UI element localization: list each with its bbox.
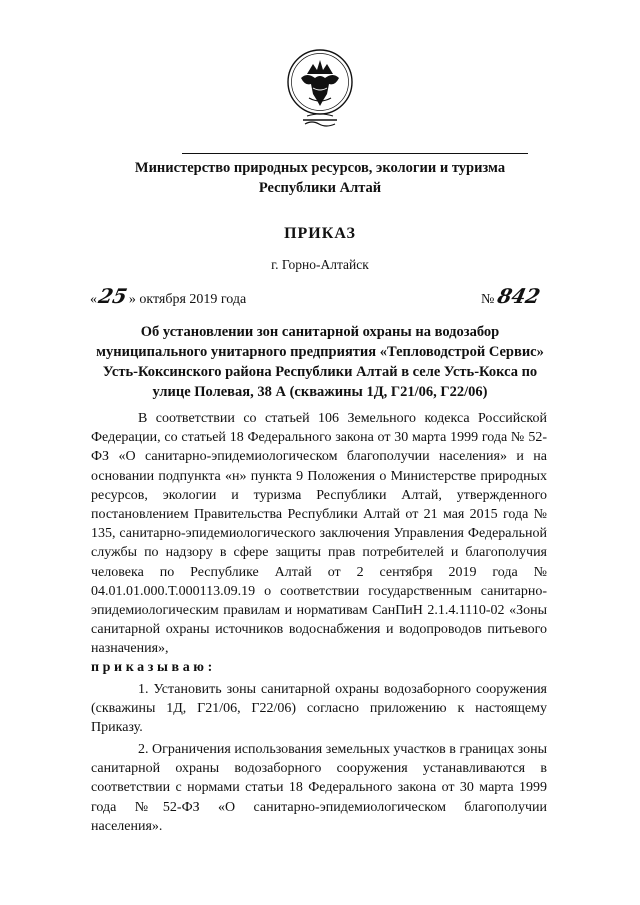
preamble-paragraph: В соответствии со статьей 106 Земельного кодекса Российской Федерации, со статьей 18 Федерального закона от 30 марта 1999 года № 52-ФЗ «О санитарно-эпидемиологическом благополучии населения» и на основании подпункта «н» пункта 9 Положения о Министерстве природных ресурсов, экологии и туризма Республики Алтай, утвержденного постановлением Правительства Республики Алтай от 21 мая 2015 года № 135, санитарно-эпидемиологического заключения Управления Федеральной службы по надзору в сфере защиты прав потребителей и благополучия человека по Республике Алтай от 2 сентября 2019 года № 04.01.01.000.Т.000113.09.19 о соответствии государственным санитарно-эпидемиологическим правилам и нормативам СанПиН 2.1.4.1110-02 «Зоны санитарной охраны источников водоснабжения и водопроводов питьевого назначения», — [91, 411, 547, 657]
order-item-2: 2. Ограничения использования земельных участков в границах зоны санитарной охраны водозаборного сооружения устанавливаются в соответствии с нормами статьи 18 Федерального закона от 30 марта 1999 года №52-ФЗ «О санитарно-эпидемиологическом благополучии населения». — [91, 742, 547, 834]
document-city: г. Горно-Алтайск — [271, 257, 369, 272]
number-prefix: № — [481, 292, 495, 307]
coat-of-arms-emblem — [283, 48, 357, 128]
document-number — [481, 284, 543, 308]
date-month-year: » октября 2019 года — [128, 292, 247, 307]
ministry-name: Министерство природных ресурсов, экологии и туризма Республики Алтай — [134, 160, 506, 196]
document-subject: Об установлении зон санитарной охраны на водозабор муниципального унитарного предприятия «Тепловодстрой Сервис» Усть-Коксинского района Республики Алтай в селе Усть-Кокса по улице Полевая, 38 А (скважины 1Д, Г21/06, Г22/06) — [96, 324, 544, 400]
document-date — [90, 284, 246, 308]
date-open-quote: « — [90, 292, 97, 307]
date-day-handwritten: 25 — [96, 284, 130, 308]
order-item-1: 1. Установить зоны санитарной охраны водозаборного сооружения (скважины 1Д, Г21/06, Г22/06) согласно приложению к настоящему Приказу. — [91, 682, 547, 736]
command-word: приказываю: — [91, 660, 216, 675]
document-type-title: ПРИКАЗ — [284, 225, 356, 242]
header-rule — [182, 153, 528, 154]
number-handwritten: 842 — [495, 284, 543, 308]
